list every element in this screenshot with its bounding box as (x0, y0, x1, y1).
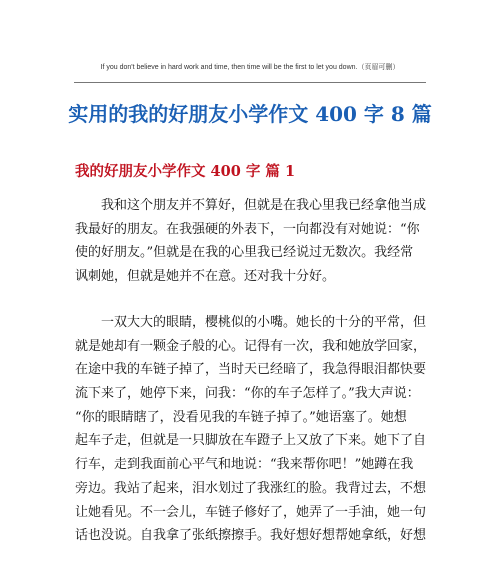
paragraph-line: 我和这个朋友并不算好，但就是在我心里我已经拿他当成 (75, 198, 427, 213)
paragraph-line: 流下来了，她停下来，问我：“你的车子怎样了。”我大声说： (75, 386, 420, 402)
header-divider (74, 82, 426, 83)
paragraph-line: 起车子走，但就是一只脚放在车蹬子上又放了下来。她下了自 (75, 433, 427, 449)
page-header-quote: If you don't believe in hard work and time, then time will be the first to let you down.（页眉可删） (100, 64, 400, 71)
paragraph-line: 一双大大的眼睛，樱桃似的小嘴。她长的十分的平常，但 (75, 315, 427, 330)
paragraph-line: 使的好朋友。”但就是在我的心里我已经说过无数次。我经常 (75, 245, 414, 261)
paragraph-line: 让她看见。不一会儿，车链子修好了，她弄了一手油，她一句 (75, 504, 427, 520)
paragraph-line: 我最好的朋友。在我强硬的外表下，一向都没有对她说：“你 (75, 221, 420, 237)
paragraph-line: 旁边。我站了起来，泪水划过了我涨红的脸。我背过去，不想 (75, 480, 427, 496)
paragraph-line: 讽刺她，但就是她并不在意。还对我十分好。 (75, 269, 336, 285)
paragraph-line: 话也没说。自我拿了张纸擦擦手。我好想好想帮她拿纸，好想 (75, 528, 427, 544)
paragraph-1 (75, 194, 427, 289)
paragraph-line: “你的眼睛瞎了，没看见我的车链子掉了。”她语塞了。她想 (75, 409, 407, 425)
section-heading: 我的好朋友小学作文 400 字 篇 1 (75, 163, 296, 180)
paragraph-line: 就是她却有一颗金子般的心。记得有一次，我和她放学回家， (75, 338, 427, 354)
paragraph-line: 行车，走到我面前心平气和地说：“我来帮你吧！”她蹲在我 (75, 457, 414, 473)
paragraph-2 (75, 311, 427, 548)
document-title: 实用的我的好朋友小学作文 400 字 8 篇 (68, 102, 432, 126)
paragraph-line: 在途中我的车链子掉了，当时天已经暗了，我急得眼泪都快要 (75, 362, 427, 378)
